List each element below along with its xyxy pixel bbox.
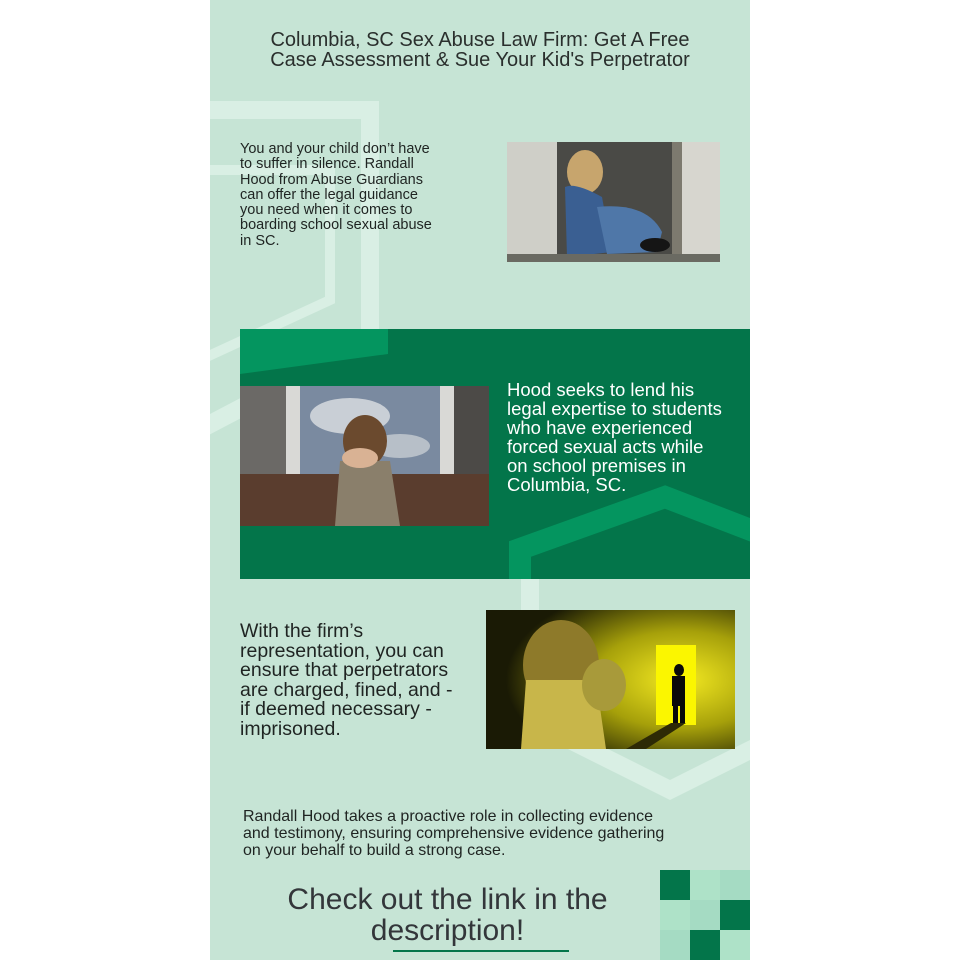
intro-paragraph: You and your child don’t have to suffer in silence. Randall Hood from Abuse Guardians can offer the legal guidance you need when it comes to boarding school sexual abuse in SC.: [240, 141, 432, 249]
crying-girl-photo: [240, 386, 489, 526]
call-to-action: Check out the link in the description!: [287, 883, 608, 947]
page-title: Columbia, SC Sex Abuse Law Firm: Get A Free Case Assessment & Sue Your Kid's Perpetrator: [270, 29, 690, 71]
cta-underline: [393, 950, 569, 952]
evidence-paragraph: Randall Hood takes a proactive role in collecting evidence and testimony, ensuring comprehensive evidence gathering on your behalf to build a strong case.: [243, 808, 665, 860]
silhouette-doorway-photo: [486, 610, 735, 749]
highlight-band: [240, 329, 750, 579]
expertise-paragraph: Hood seeks to lend his legal expertise to students who have experienced forced sexual acts while on school premises in Columbia, SC.: [507, 379, 722, 495]
decorative-tile-grid: [660, 870, 750, 960]
representation-paragraph: With the firm’s representation, you can ensure that perpetrators are charged, fined, and - if deemed necessary - imprisoned.: [240, 620, 453, 740]
child-in-doorway-photo: [507, 142, 720, 262]
infographic-poster: [210, 0, 750, 960]
